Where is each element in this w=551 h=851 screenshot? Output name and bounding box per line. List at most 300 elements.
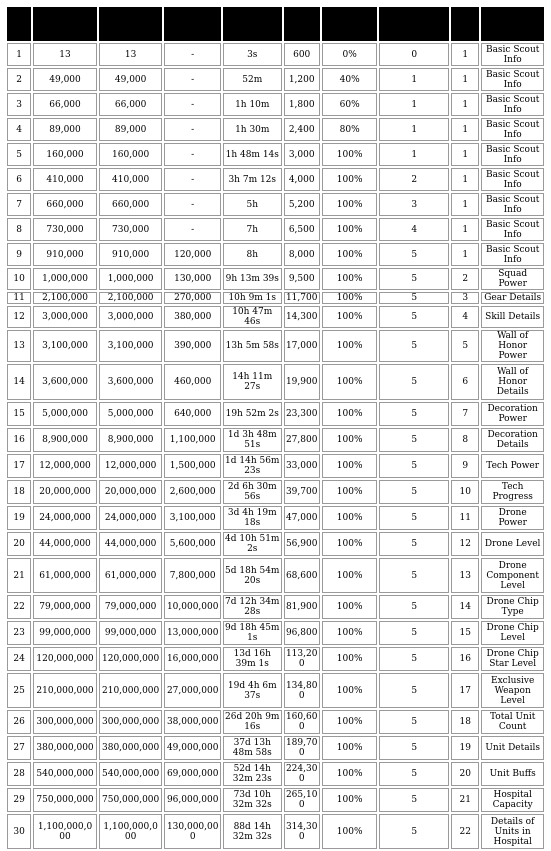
header-cell [481, 7, 544, 41]
table-row [7, 814, 544, 849]
cost-b-cell: 540,000,000 [99, 762, 163, 786]
unlock-level-cell: 10 [451, 480, 479, 504]
cost-c-cell: 96,000,000 [164, 788, 221, 812]
power-cell: 2,400 [284, 118, 320, 141]
table-row [7, 621, 544, 645]
power-cell: 56,900 [284, 532, 320, 556]
table-row [7, 558, 544, 593]
table-row [7, 68, 544, 91]
rate-cell: 100% [322, 402, 378, 426]
time-cell: 19h 52m 2s [223, 402, 282, 426]
cost-a-cell: 8,900,000 [33, 428, 97, 452]
cost-c-cell: - [164, 168, 221, 191]
header-cell [322, 7, 378, 41]
cost-c-cell: 49,000,000 [164, 736, 221, 760]
unlock-level-cell: 1 [451, 218, 479, 241]
time-cell: 1d 3h 48m 51s [223, 428, 282, 452]
power-cell: 1,800 [284, 93, 320, 116]
cost-b-cell: 20,000,000 [99, 480, 163, 504]
power-cell: 3,000 [284, 143, 320, 166]
count-cell: 5 [379, 268, 449, 290]
table-body [7, 43, 544, 849]
rate-cell: 40% [322, 68, 378, 91]
cost-b-cell: 12,000,000 [99, 454, 163, 478]
unlock-level-cell: 2 [451, 268, 479, 290]
rate-cell: 100% [322, 814, 378, 849]
unlock-name-cell: Tech Progress [481, 480, 544, 504]
scout-upgrade-table [5, 5, 546, 851]
count-cell: 5 [379, 330, 449, 362]
cost-c-cell: 390,000 [164, 330, 221, 362]
time-cell: 4d 10h 51m 2s [223, 532, 282, 556]
cost-a-cell: 3,100,000 [33, 330, 97, 362]
power-cell: 4,000 [284, 168, 320, 191]
table-row [7, 43, 544, 66]
cost-b-cell: 410,000 [99, 168, 163, 191]
time-cell: 14h 11m 27s [223, 364, 282, 400]
level-cell: 23 [7, 621, 31, 645]
time-cell: 3d 4h 19m 18s [223, 506, 282, 530]
rate-cell: 100% [322, 330, 378, 362]
time-cell: 3h 7m 12s [223, 168, 282, 191]
unlock-level-cell: 18 [451, 710, 479, 734]
unlock-level-cell: 17 [451, 673, 479, 708]
table-row [7, 762, 544, 786]
cost-c-cell: - [164, 93, 221, 116]
count-cell: 5 [379, 621, 449, 645]
cost-a-cell: 730,000 [33, 218, 97, 241]
count-cell: 5 [379, 292, 449, 304]
rate-cell: 100% [322, 788, 378, 812]
level-cell: 14 [7, 364, 31, 400]
count-cell: 5 [379, 736, 449, 760]
cost-c-cell: 13,000,000 [164, 621, 221, 645]
level-cell: 11 [7, 292, 31, 304]
time-cell: 10h 47m 46s [223, 306, 282, 328]
rate-cell: 100% [322, 292, 378, 304]
count-cell: 5 [379, 243, 449, 266]
rate-cell: 100% [322, 428, 378, 452]
header-cell [7, 7, 31, 41]
power-cell: 160,600 [284, 710, 320, 734]
cost-a-cell: 49,000 [33, 68, 97, 91]
cost-b-cell: 3,600,000 [99, 364, 163, 400]
cost-a-cell: 210,000,000 [33, 673, 97, 708]
count-cell: 5 [379, 762, 449, 786]
unlock-level-cell: 13 [451, 558, 479, 593]
cost-c-cell: 10,000,000 [164, 595, 221, 619]
table-row [7, 364, 544, 400]
table-row [7, 647, 544, 671]
rate-cell: 100% [322, 268, 378, 290]
unlock-name-cell: Tech Power [481, 454, 544, 478]
cost-c-cell: 130,000 [164, 268, 221, 290]
time-cell: 19d 4h 6m 37s [223, 673, 282, 708]
unlock-name-cell: Details of Units in Hospital [481, 814, 544, 849]
unlock-name-cell: Exclusive Weapon Level [481, 673, 544, 708]
unlock-name-cell: Drone Level [481, 532, 544, 556]
count-cell: 5 [379, 402, 449, 426]
rate-cell: 60% [322, 93, 378, 116]
unlock-level-cell: 21 [451, 788, 479, 812]
cost-b-cell: 380,000,000 [99, 736, 163, 760]
rate-cell: 100% [322, 454, 378, 478]
power-cell: 224,300 [284, 762, 320, 786]
power-cell: 5,200 [284, 193, 320, 216]
unlock-name-cell: Unit Details [481, 736, 544, 760]
table-row [7, 454, 544, 478]
unlock-name-cell: Basic Scout Info [481, 218, 544, 241]
unlock-name-cell: Gear Details [481, 292, 544, 304]
level-cell: 28 [7, 762, 31, 786]
unlock-name-cell: Skill Details [481, 306, 544, 328]
power-cell: 189,700 [284, 736, 320, 760]
cost-c-cell: 640,000 [164, 402, 221, 426]
unlock-name-cell: Unit Buffs [481, 762, 544, 786]
unlock-name-cell: Drone Component Level [481, 558, 544, 593]
rate-cell: 80% [322, 118, 378, 141]
table-row [7, 143, 544, 166]
count-cell: 5 [379, 506, 449, 530]
count-cell: 1 [379, 93, 449, 116]
count-cell: 5 [379, 673, 449, 708]
cost-a-cell: 1,100,000,000 [33, 814, 97, 849]
cost-b-cell: 3,000,000 [99, 306, 163, 328]
count-cell: 5 [379, 788, 449, 812]
cost-b-cell: 210,000,000 [99, 673, 163, 708]
level-cell: 26 [7, 710, 31, 734]
table-row [7, 673, 544, 708]
count-cell: 5 [379, 306, 449, 328]
count-cell: 0 [379, 43, 449, 66]
level-cell: 30 [7, 814, 31, 849]
unlock-level-cell: 3 [451, 292, 479, 304]
unlock-level-cell: 1 [451, 68, 479, 91]
rate-cell: 100% [322, 480, 378, 504]
time-cell: 1h 48m 14s [223, 143, 282, 166]
cost-b-cell: 120,000,000 [99, 647, 163, 671]
power-cell: 47,000 [284, 506, 320, 530]
cost-c-cell: - [164, 43, 221, 66]
cost-c-cell: 16,000,000 [164, 647, 221, 671]
cost-a-cell: 1,000,000 [33, 268, 97, 290]
unlock-level-cell: 19 [451, 736, 479, 760]
count-cell: 5 [379, 814, 449, 849]
time-cell: 1h 30m [223, 118, 282, 141]
table-row [7, 736, 544, 760]
unlock-name-cell: Basic Scout Info [481, 168, 544, 191]
power-cell: 17,000 [284, 330, 320, 362]
table-row [7, 710, 544, 734]
table-row [7, 93, 544, 116]
time-cell: 88d 14h 32m 32s [223, 814, 282, 849]
level-cell: 4 [7, 118, 31, 141]
unlock-level-cell: 7 [451, 402, 479, 426]
table-row [7, 506, 544, 530]
unlock-name-cell: Drone Chip Star Level [481, 647, 544, 671]
table-row [7, 306, 544, 328]
level-cell: 25 [7, 673, 31, 708]
cost-b-cell: 66,000 [99, 93, 163, 116]
unlock-name-cell: Drone Chip Type [481, 595, 544, 619]
unlock-level-cell: 8 [451, 428, 479, 452]
cost-b-cell: 2,100,000 [99, 292, 163, 304]
unlock-name-cell: Total Unit Count [481, 710, 544, 734]
power-cell: 11,700 [284, 292, 320, 304]
time-cell: 26d 20h 9m 16s [223, 710, 282, 734]
count-cell: 5 [379, 454, 449, 478]
time-cell: 8h [223, 243, 282, 266]
cost-c-cell: 130,000,000 [164, 814, 221, 849]
unlock-level-cell: 1 [451, 118, 479, 141]
cost-a-cell: 79,000,000 [33, 595, 97, 619]
count-cell: 5 [379, 558, 449, 593]
cost-b-cell: 5,000,000 [99, 402, 163, 426]
cost-b-cell: 300,000,000 [99, 710, 163, 734]
unlock-level-cell: 1 [451, 43, 479, 66]
level-cell: 2 [7, 68, 31, 91]
power-cell: 39,700 [284, 480, 320, 504]
unlock-name-cell: Drone Power [481, 506, 544, 530]
power-cell: 265,100 [284, 788, 320, 812]
power-cell: 600 [284, 43, 320, 66]
cost-b-cell: 910,000 [99, 243, 163, 266]
count-cell: 5 [379, 647, 449, 671]
header-cell [379, 7, 449, 41]
cost-c-cell: 120,000 [164, 243, 221, 266]
cost-b-cell: 13 [99, 43, 163, 66]
cost-b-cell: 8,900,000 [99, 428, 163, 452]
time-cell: 7h [223, 218, 282, 241]
header-cell [99, 7, 163, 41]
unlock-name-cell: Basic Scout Info [481, 68, 544, 91]
power-cell: 14,300 [284, 306, 320, 328]
cost-a-cell: 89,000 [33, 118, 97, 141]
cost-b-cell: 3,100,000 [99, 330, 163, 362]
power-cell: 68,600 [284, 558, 320, 593]
time-cell: 2d 6h 30m 56s [223, 480, 282, 504]
time-cell: 9h 13m 39s [223, 268, 282, 290]
count-cell: 3 [379, 193, 449, 216]
unlock-name-cell: Decoration Details [481, 428, 544, 452]
cost-c-cell: - [164, 218, 221, 241]
table-row [7, 168, 544, 191]
cost-a-cell: 12,000,000 [33, 454, 97, 478]
unlock-name-cell: Hospital Capacity [481, 788, 544, 812]
rate-cell: 100% [322, 168, 378, 191]
unlock-level-cell: 1 [451, 143, 479, 166]
level-cell: 21 [7, 558, 31, 593]
level-cell: 18 [7, 480, 31, 504]
cost-a-cell: 66,000 [33, 93, 97, 116]
cost-a-cell: 3,600,000 [33, 364, 97, 400]
table-row [7, 218, 544, 241]
rate-cell: 100% [322, 673, 378, 708]
cost-a-cell: 3,000,000 [33, 306, 97, 328]
cost-a-cell: 99,000,000 [33, 621, 97, 645]
table-row [7, 243, 544, 266]
table-row [7, 595, 544, 619]
cost-a-cell: 410,000 [33, 168, 97, 191]
count-cell: 2 [379, 168, 449, 191]
cost-a-cell: 750,000,000 [33, 788, 97, 812]
rate-cell: 100% [322, 506, 378, 530]
header-cell [33, 7, 97, 41]
unlock-name-cell: Basic Scout Info [481, 193, 544, 216]
header-cell [284, 7, 320, 41]
rate-cell: 100% [322, 736, 378, 760]
unlock-name-cell: Basic Scout Info [481, 118, 544, 141]
unlock-name-cell: Wall of Honor Power [481, 330, 544, 362]
unlock-name-cell: Basic Scout Info [481, 93, 544, 116]
cost-b-cell: 89,000 [99, 118, 163, 141]
cost-a-cell: 660,000 [33, 193, 97, 216]
cost-b-cell: 49,000 [99, 68, 163, 91]
unlock-name-cell: Drone Chip Level [481, 621, 544, 645]
cost-a-cell: 13 [33, 43, 97, 66]
level-cell: 24 [7, 647, 31, 671]
cost-c-cell: 460,000 [164, 364, 221, 400]
header-cell [223, 7, 282, 41]
cost-c-cell: 5,600,000 [164, 532, 221, 556]
time-cell: 10h 9m 1s [223, 292, 282, 304]
cost-a-cell: 540,000,000 [33, 762, 97, 786]
cost-c-cell: 380,000 [164, 306, 221, 328]
time-cell: 52m [223, 68, 282, 91]
level-cell: 17 [7, 454, 31, 478]
time-cell: 13d 16h 39m 1s [223, 647, 282, 671]
rate-cell: 100% [322, 621, 378, 645]
level-cell: 6 [7, 168, 31, 191]
power-cell: 1,200 [284, 68, 320, 91]
cost-b-cell: 1,000,000 [99, 268, 163, 290]
level-cell: 22 [7, 595, 31, 619]
time-cell: 13h 5m 58s [223, 330, 282, 362]
cost-a-cell: 44,000,000 [33, 532, 97, 556]
table-row [7, 402, 544, 426]
level-cell: 12 [7, 306, 31, 328]
cost-a-cell: 61,000,000 [33, 558, 97, 593]
cost-a-cell: 910,000 [33, 243, 97, 266]
unlock-level-cell: 4 [451, 306, 479, 328]
level-cell: 20 [7, 532, 31, 556]
power-cell: 8,000 [284, 243, 320, 266]
count-cell: 5 [379, 428, 449, 452]
table-row [7, 118, 544, 141]
level-cell: 15 [7, 402, 31, 426]
cost-b-cell: 61,000,000 [99, 558, 163, 593]
cost-c-cell: 1,500,000 [164, 454, 221, 478]
unlock-name-cell: Squad Power [481, 268, 544, 290]
cost-a-cell: 120,000,000 [33, 647, 97, 671]
rate-cell: 100% [322, 143, 378, 166]
level-cell: 10 [7, 268, 31, 290]
cost-b-cell: 730,000 [99, 218, 163, 241]
unlock-level-cell: 5 [451, 330, 479, 362]
cost-a-cell: 2,100,000 [33, 292, 97, 304]
unlock-name-cell: Basic Scout Info [481, 43, 544, 66]
cost-c-cell: 69,000,000 [164, 762, 221, 786]
table-row [7, 330, 544, 362]
cost-a-cell: 20,000,000 [33, 480, 97, 504]
cost-a-cell: 380,000,000 [33, 736, 97, 760]
header-cell [451, 7, 479, 41]
unlock-level-cell: 12 [451, 532, 479, 556]
table-row [7, 428, 544, 452]
unlock-level-cell: 1 [451, 243, 479, 266]
time-cell: 7d 12h 34m 28s [223, 595, 282, 619]
cost-b-cell: 1,100,000,000 [99, 814, 163, 849]
time-cell: 1h 10m [223, 93, 282, 116]
time-cell: 9d 18h 45m 1s [223, 621, 282, 645]
cost-c-cell: 1,100,000 [164, 428, 221, 452]
count-cell: 5 [379, 595, 449, 619]
cost-a-cell: 300,000,000 [33, 710, 97, 734]
cost-a-cell: 160,000 [33, 143, 97, 166]
count-cell: 1 [379, 118, 449, 141]
table-row [7, 532, 544, 556]
table-row [7, 292, 544, 304]
count-cell: 1 [379, 68, 449, 91]
time-cell: 5h [223, 193, 282, 216]
unlock-name-cell: Basic Scout Info [481, 243, 544, 266]
unlock-level-cell: 11 [451, 506, 479, 530]
rate-cell: 100% [322, 243, 378, 266]
level-cell: 29 [7, 788, 31, 812]
unlock-level-cell: 16 [451, 647, 479, 671]
time-cell: 37d 13h 48m 58s [223, 736, 282, 760]
unlock-name-cell: Decoration Power [481, 402, 544, 426]
time-cell: 3s [223, 43, 282, 66]
rate-cell: 100% [322, 193, 378, 216]
power-cell: 19,900 [284, 364, 320, 400]
power-cell: 81,900 [284, 595, 320, 619]
time-cell: 1d 14h 56m 23s [223, 454, 282, 478]
unlock-level-cell: 6 [451, 364, 479, 400]
cost-a-cell: 24,000,000 [33, 506, 97, 530]
count-cell: 5 [379, 710, 449, 734]
cost-b-cell: 750,000,000 [99, 788, 163, 812]
unlock-level-cell: 1 [451, 93, 479, 116]
power-cell: 23,300 [284, 402, 320, 426]
table-header-row [7, 7, 544, 41]
power-cell: 33,000 [284, 454, 320, 478]
cost-c-cell: - [164, 118, 221, 141]
power-cell: 96,800 [284, 621, 320, 645]
time-cell: 5d 18h 54m 20s [223, 558, 282, 593]
cost-c-cell: - [164, 143, 221, 166]
unlock-level-cell: 14 [451, 595, 479, 619]
unlock-level-cell: 9 [451, 454, 479, 478]
level-cell: 3 [7, 93, 31, 116]
rate-cell: 100% [322, 532, 378, 556]
rate-cell: 100% [322, 647, 378, 671]
level-cell: 5 [7, 143, 31, 166]
cost-b-cell: 660,000 [99, 193, 163, 216]
cost-c-cell: 3,100,000 [164, 506, 221, 530]
unlock-level-cell: 1 [451, 168, 479, 191]
power-cell: 314,300 [284, 814, 320, 849]
cost-c-cell: 7,800,000 [164, 558, 221, 593]
rate-cell: 100% [322, 218, 378, 241]
level-cell: 16 [7, 428, 31, 452]
power-cell: 113,200 [284, 647, 320, 671]
level-cell: 7 [7, 193, 31, 216]
table-row [7, 193, 544, 216]
cost-c-cell: 270,000 [164, 292, 221, 304]
power-cell: 9,500 [284, 268, 320, 290]
header-cell [164, 7, 221, 41]
